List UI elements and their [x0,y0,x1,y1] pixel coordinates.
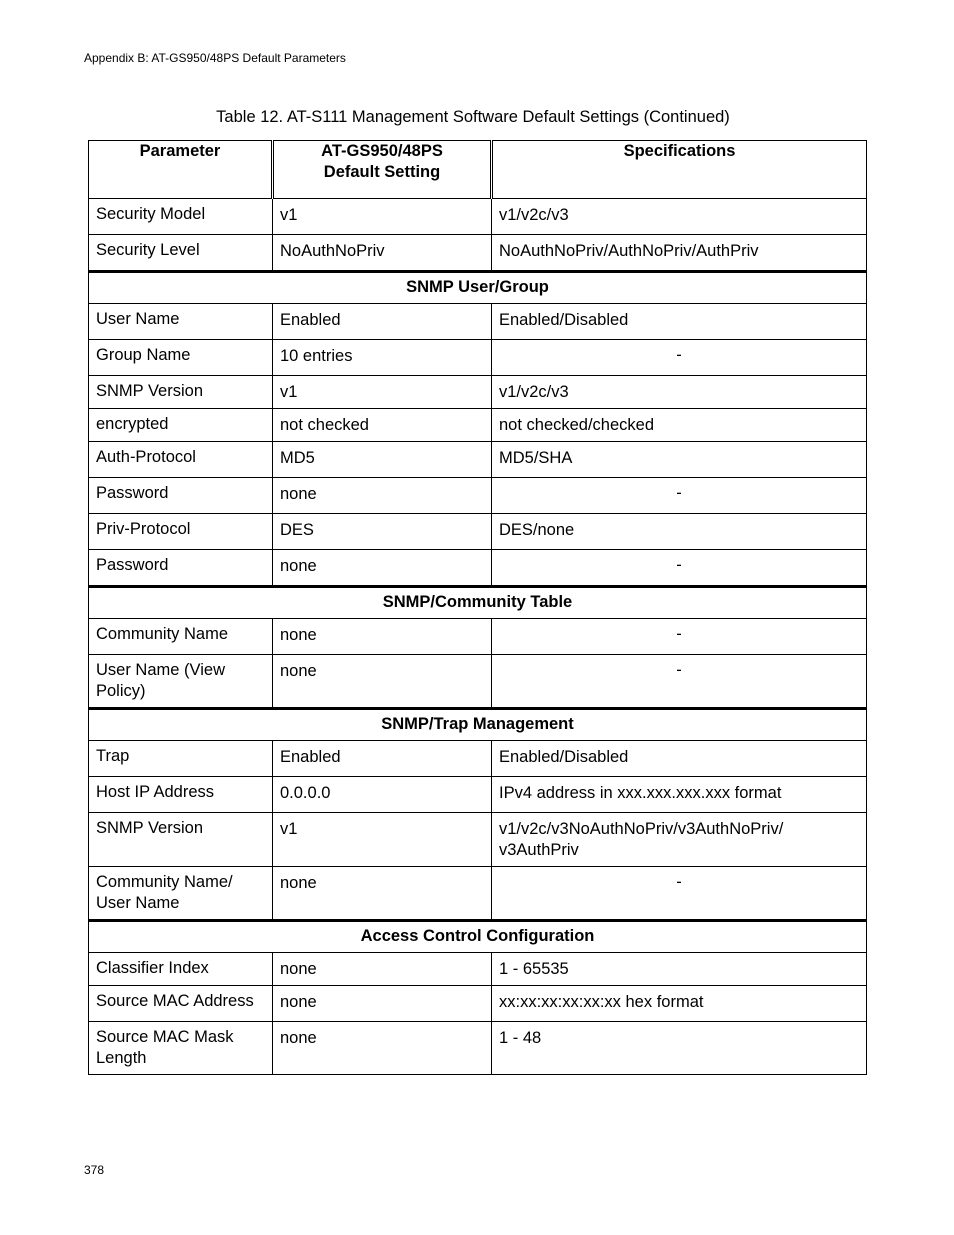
default-cell: none [273,986,492,1022]
default-cell: none [273,953,492,986]
parameter-cell: Group Name [89,340,273,376]
default-cell: not checked [273,409,492,442]
parameter-cell: Classifier Index [89,953,273,986]
parameter-cell: Security Model [89,199,273,235]
spec-cell: v1/v2c/v3NoAuthNoPriv/v3AuthNoPriv/ v3AuthPriv [492,813,867,867]
parameter-cell: Source MAC Mask Length [89,1022,273,1075]
parameter-cell: Host IP Address [89,777,273,813]
spec-cell: not checked/checked [492,409,867,442]
table-row [89,478,867,514]
parameter-cell: User Name (View Policy) [89,655,273,709]
table-caption: Table 12. AT-S111 Management Software Default Settings (Continued) [216,108,730,126]
default-cell: NoAuthNoPriv [273,235,492,272]
parameter-cell: User Name [89,304,273,340]
section-header-row [89,272,867,304]
parameter-cell: Security Level [89,235,273,272]
default-cell: none [273,619,492,655]
section-title: Access Control Configuration [89,921,867,953]
table-row [89,514,867,550]
spec-cell: - [492,550,867,587]
parameter-cell: SNMP Version [89,813,273,867]
default-cell: none [273,1022,492,1075]
default-cell: MD5 [273,442,492,478]
default-cell: Enabled [273,741,492,777]
table-row [89,340,867,376]
parameter-cell: SNMP Version [89,376,273,409]
parameter-cell: encrypted [89,409,273,442]
table-row [89,619,867,655]
parameter-cell: Password [89,550,273,587]
parameter-cell: Source MAC Address [89,986,273,1022]
table-row [89,741,867,777]
table-row [89,376,867,409]
spec-cell: 1 - 48 [492,1022,867,1075]
table-row [89,304,867,340]
section-title: SNMP/Trap Management [89,709,867,741]
spec-cell: - [492,478,867,514]
spec-cell: - [492,867,867,921]
column-header-default-setting: AT-GS950/48PS Default Setting [273,141,492,199]
column-header-parameter: Parameter [89,141,273,199]
spec-cell: IPv4 address in xxx.xxx.xxx.xxx format [492,777,867,813]
default-cell: v1 [273,376,492,409]
spec-cell: v1/v2c/v3 [492,376,867,409]
table-row [89,867,867,921]
spec-cell: Enabled/Disabled [492,741,867,777]
table-row [89,1022,867,1075]
table-row [89,777,867,813]
default-cell: none [273,867,492,921]
spec-cell: - [492,655,867,709]
default-cell: 0.0.0.0 [273,777,492,813]
section-title: SNMP User/Group [89,272,867,304]
parameter-cell: Trap [89,741,273,777]
spec-cell: xx:xx:xx:xx:xx:xx hex format [492,986,867,1022]
spec-cell: - [492,340,867,376]
spec-cell: DES/none [492,514,867,550]
spec-cell: NoAuthNoPriv/AuthNoPriv/AuthPriv [492,235,867,272]
parameter-cell: Community Name/ User Name [89,867,273,921]
default-cell: v1 [273,813,492,867]
spec-cell: Enabled/Disabled [492,304,867,340]
table-row [89,409,867,442]
spec-cell: MD5/SHA [492,442,867,478]
table-row [89,953,867,986]
table-row [89,199,867,235]
section-header-row [89,709,867,741]
table-row [89,813,867,867]
default-cell: v1 [273,199,492,235]
running-head: Appendix B: AT-GS950/48PS Default Parameters [84,51,346,65]
parameter-cell: Community Name [89,619,273,655]
default-settings-table [88,140,867,1075]
section-header-row [89,921,867,953]
table-row [89,442,867,478]
default-cell: none [273,550,492,587]
parameter-cell: Password [89,478,273,514]
default-cell: DES [273,514,492,550]
default-cell: Enabled [273,304,492,340]
parameter-cell: Priv-Protocol [89,514,273,550]
parameter-cell: Auth-Protocol [89,442,273,478]
spec-cell: v1/v2c/v3 [492,199,867,235]
page-number: 378 [84,1163,105,1177]
default-cell: none [273,655,492,709]
spec-cell: - [492,619,867,655]
default-cell: 10 entries [273,340,492,376]
table-row [89,655,867,709]
table-row [89,235,867,272]
section-title: SNMP/Community Table [89,587,867,619]
table-row [89,550,867,587]
table-row [89,986,867,1022]
spec-cell: 1 - 65535 [492,953,867,986]
column-header-specifications: Specifications [492,141,867,199]
section-header-row [89,587,867,619]
default-cell: none [273,478,492,514]
